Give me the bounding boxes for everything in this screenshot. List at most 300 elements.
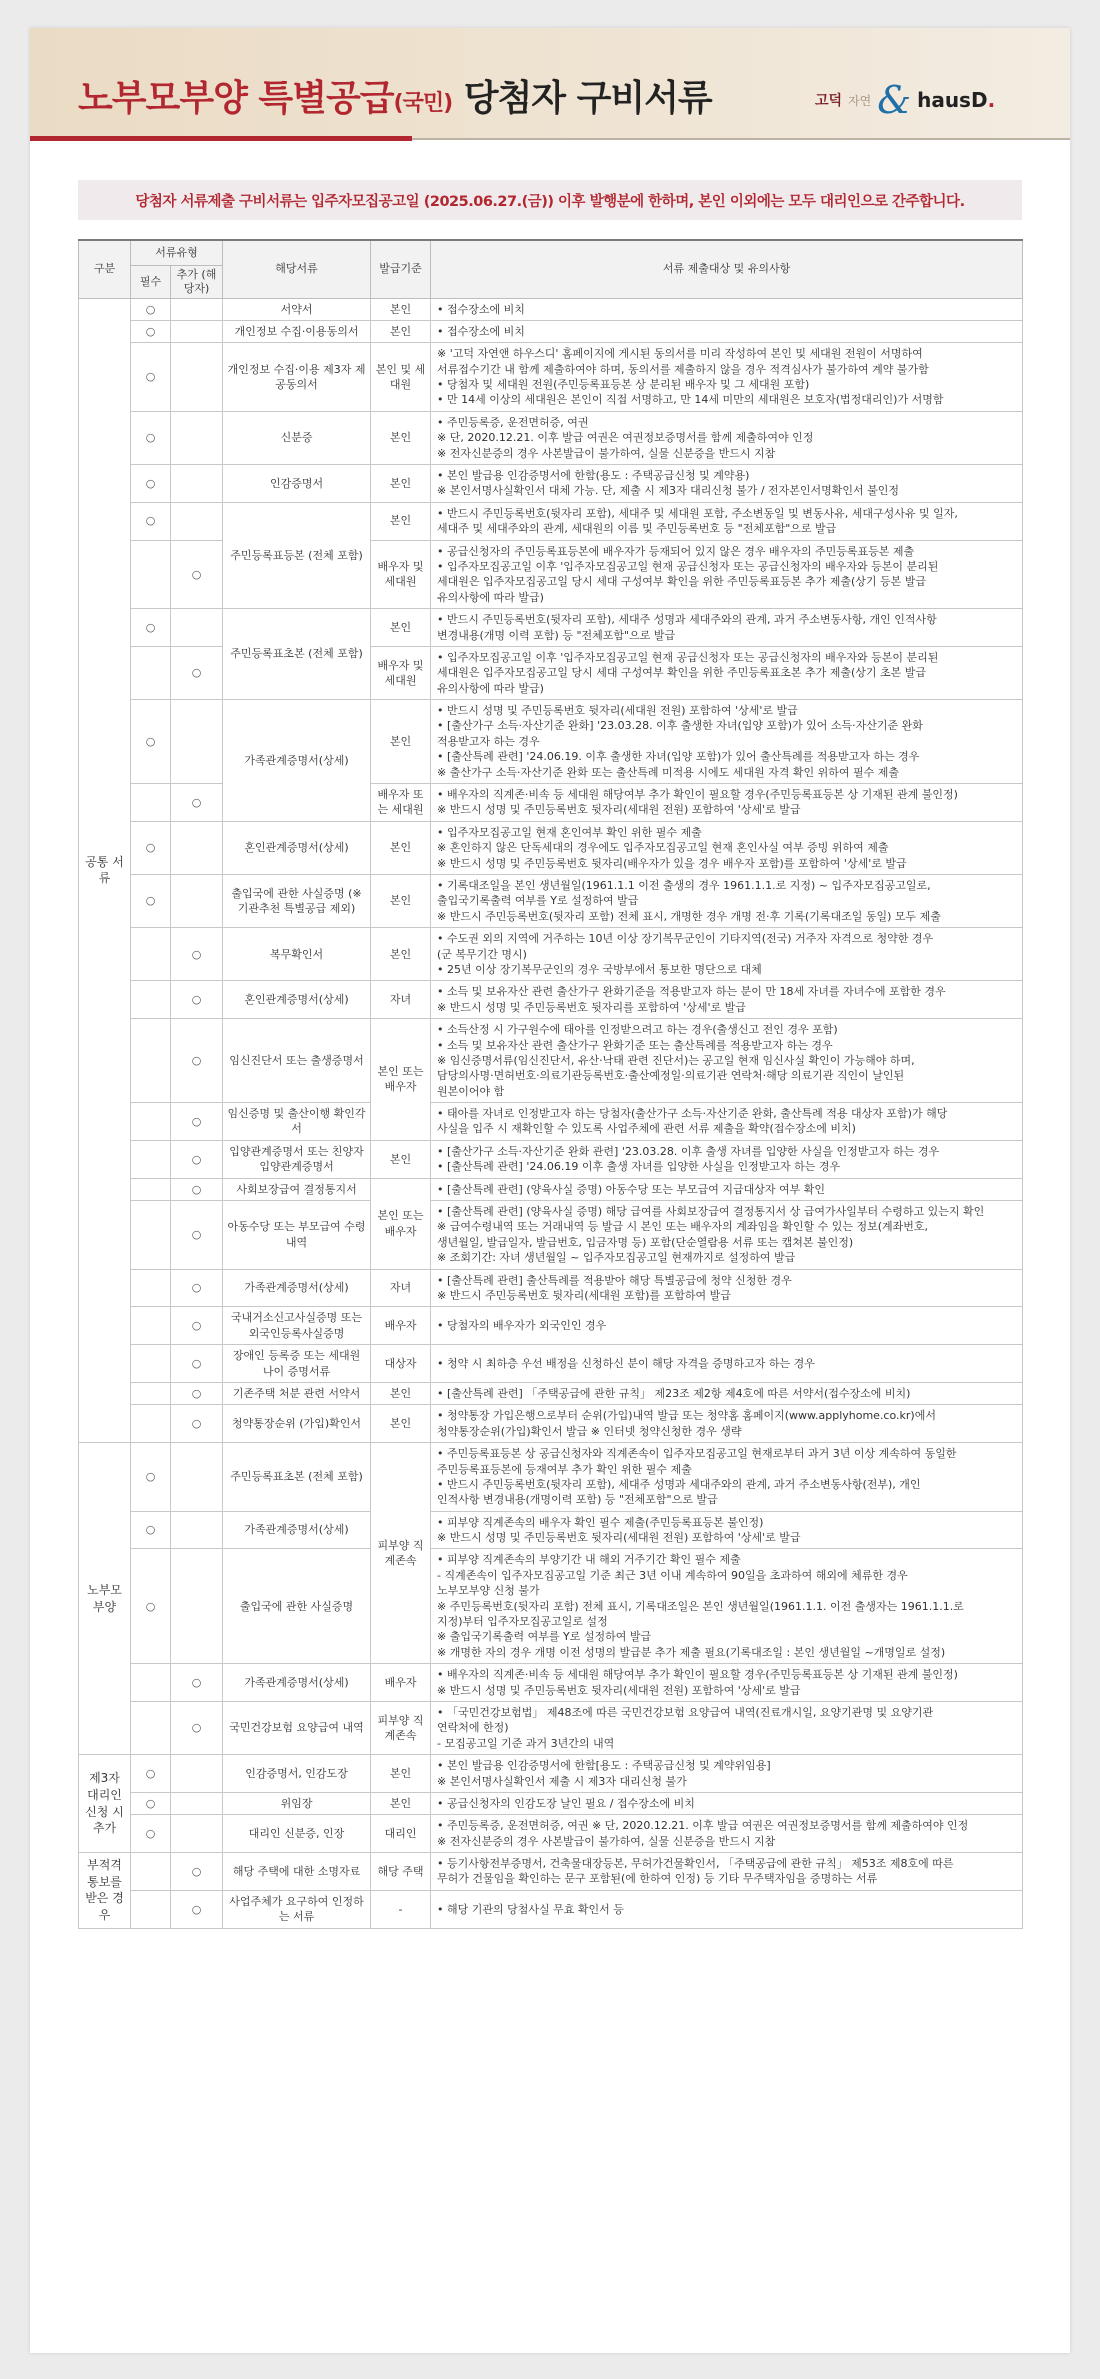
note-cell	[431, 609, 1023, 647]
note-line: (군 복무기간 명시)	[437, 947, 527, 961]
issuer-cell: 본인	[371, 700, 431, 784]
required-mark	[131, 981, 171, 1019]
required-mark	[131, 1140, 171, 1178]
table-row	[79, 1443, 1023, 1512]
note-line: 출입국기록출력 여부를 Y로 설정하여 발급	[437, 894, 639, 908]
note-line: • 본인 발급용 인감증명서에 한함(용도 : 주택공급신청 및 계약용)	[437, 469, 750, 483]
table-row	[79, 1792, 1023, 1814]
required-mark	[131, 1307, 171, 1345]
note-line: ※ 반드시 성명 및 주민등록번호 뒷자리(세대원 전원) 포함하여 '상세'로 발급	[437, 1683, 801, 1697]
document-name: 복무확인서	[223, 928, 371, 981]
note-line: ※ 임신증명서류(임신진단서, 유산·낙태 관련 진단서)는 공고일 현재 임신사실 확인이 가능해야 하며,	[437, 1053, 915, 1067]
note-cell	[431, 1140, 1023, 1178]
required-mark: ○	[131, 1755, 171, 1793]
table-body	[79, 298, 1023, 1928]
issuer-cell: 본인 및 세대원	[371, 343, 431, 412]
document-name: 가족관계증명서(상세)	[223, 700, 371, 822]
document-name: 임신진단서 또는 출생증명서	[223, 1019, 371, 1103]
additional-mark	[171, 1511, 223, 1549]
table-row	[79, 320, 1023, 342]
required-mark: ○	[131, 875, 171, 928]
additional-mark	[171, 343, 223, 412]
required-mark: ○	[131, 465, 171, 503]
note-cell	[431, 1701, 1023, 1754]
issuer-cell: 배우자	[371, 1307, 431, 1345]
table-row	[79, 298, 1023, 320]
table-row	[79, 1103, 1023, 1141]
note-line: • 주민등록증, 운전면허증, 여권 ※ 단, 2020.12.21. 이후 발급 여권은 여권정보증명서를 함께 제출하여야 인정	[437, 1819, 969, 1833]
additional-mark	[171, 1549, 223, 1664]
note-line: - 직계존속이 입주자모집공고일 기준 최근 3년 이내 계속하여 90일을 초과하여 해외에 체류한 경우	[437, 1568, 908, 1582]
additional-mark	[171, 1792, 223, 1814]
group-cell-common: 공통 서류	[79, 298, 131, 1443]
note-line: • 주민등록표등본 상 공급신청자와 직계존속이 입주자모집공고일 현재로부터 과거 3년 이상 계속하여 동일한	[437, 1447, 957, 1461]
header-required: 필수	[131, 266, 171, 299]
document-sheet	[30, 28, 1070, 2353]
document-name: 기존주택 처분 관련 서약서	[223, 1382, 371, 1404]
document-name: 대리인 신분증, 인장	[223, 1815, 371, 1853]
brand-name-en: hausD.	[917, 88, 996, 112]
document-name: 가족관계증명서(상세)	[223, 1269, 371, 1307]
note-line: • 입주자모집공고일 이후 '입주자모집공고일 현재 공급신청자 또는 공급신청자의 배우자와 등본이 분리된	[437, 650, 939, 664]
required-mark	[131, 1890, 171, 1928]
additional-mark: ○	[171, 1853, 223, 1891]
additional-mark: ○	[171, 540, 223, 609]
note-line: • 공급신청자의 인감도장 날인 필요 / 접수장소에 비치	[437, 1796, 695, 1810]
note-cell	[431, 1511, 1023, 1549]
note-line: • 소득산정 시 가구원수에 태아를 인정받으려고 하는 경우(출생신고 전인 경우 포함)	[437, 1023, 838, 1037]
note-cell	[431, 1019, 1023, 1103]
note-line: • 반드시 주민등록번호(뒷자리 포함), 세대주 및 세대원 포함, 주소변동일 및 변동사유, 세대구성사유 및 일자,	[437, 506, 958, 520]
required-mark	[131, 1345, 171, 1383]
table-row	[79, 875, 1023, 928]
issuer-cell: 자녀	[371, 1269, 431, 1307]
note-line: ※ 반드시 성명 및 주민등록번호 뒷자리를 포함하여 '상세'로 발급	[437, 1000, 746, 1014]
note-line: • 입주자모집공고일 현재 혼인여부 확인 위한 필수 제출	[437, 825, 702, 839]
document-name: 개인정보 수집·이용 제3자 제공동의서	[223, 343, 371, 412]
additional-mark	[171, 1443, 223, 1512]
table-row	[79, 1664, 1023, 1702]
required-mark	[131, 1201, 171, 1270]
issuer-cell: 본인	[371, 1792, 431, 1814]
note-cell	[431, 784, 1023, 822]
additional-mark	[171, 875, 223, 928]
group-cell-parent: 노부모 부양	[79, 1443, 131, 1755]
note-line: • [출산가구 소득·자산기준 완화 관련] '23.03.28. 이후 출생 자녀를 입양한 사실을 인정받고자 하는 경우	[437, 1144, 940, 1158]
document-name: 사회보장급여 결정통지서	[223, 1178, 371, 1200]
additional-mark	[171, 298, 223, 320]
note-cell	[431, 1103, 1023, 1141]
note-line: • 청약통장 가입은행으로부터 순위(가입)내역 발급 또는 청약홈 홈페이지(www.applyhome.co.kr)에서	[437, 1409, 936, 1423]
brand-sub: 자연	[848, 93, 872, 108]
document-name: 인감증명서, 인감도장	[223, 1755, 371, 1793]
additional-mark	[171, 700, 223, 784]
issuer-cell: 대상자	[371, 1345, 431, 1383]
issuer-cell: 배우자 또는 세대원	[371, 784, 431, 822]
note-line: 유의사항에 따라 발급)	[437, 681, 544, 695]
document-name: 사업주체가 요구하여 인정하는 서류	[223, 1890, 371, 1928]
note-line: 연락처에 한정)	[437, 1721, 509, 1735]
additional-mark	[171, 411, 223, 464]
required-mark: ○	[131, 298, 171, 320]
required-mark: ○	[131, 343, 171, 412]
note-line: ※ 전자신분증의 경우 사본발급이 불가하여, 실물 신분증을 반드시 지참	[437, 1834, 776, 1848]
document-name: 출입국에 관한 사실증명	[223, 1549, 371, 1664]
required-mark	[131, 1178, 171, 1200]
document-name: 인감증명서	[223, 465, 371, 503]
required-mark	[131, 784, 171, 822]
issuer-cell: 본인	[371, 875, 431, 928]
note-line: • [출산특례 관련] (양육사실 증명) 해당 급여를 사회보장급여 결정통지서 상 급여가사일부터 수령하고 있는지 확인	[437, 1205, 985, 1219]
required-mark: ○	[131, 1549, 171, 1664]
table-row	[79, 784, 1023, 822]
note-line: 지정)부터 입주자모집공고일로 설정	[437, 1615, 608, 1629]
table-row	[79, 1549, 1023, 1664]
issuer-cell: 본인	[371, 1755, 431, 1793]
note-line: • 반드시 주민등록번호(뒷자리 포함), 세대주 성명과 세대주와의 관계, 과거 주소변동사항, 개인 인적사항	[437, 613, 937, 627]
note-cell	[431, 1549, 1023, 1664]
additional-mark	[171, 502, 223, 540]
issuer-cell: 본인 또는 배우자	[371, 1019, 431, 1141]
note-line: • 배우자의 직계존·비속 등 세대원 해당여부 추가 확인이 필요할 경우(주민등록표등본 상 기재된 관계 불인정)	[437, 1668, 958, 1682]
note-line: • 당첨자 및 세대원 전원(주민등록표등본 상 분리된 배우자 및 그 세대원 포함)	[437, 378, 810, 392]
note-cell	[431, 1307, 1023, 1345]
additional-mark: ○	[171, 1178, 223, 1200]
additional-mark: ○	[171, 784, 223, 822]
note-line: 원본이어야 함	[437, 1084, 505, 1098]
issuer-cell: 배우자 및 세대원	[371, 646, 431, 699]
table-row	[79, 502, 1023, 540]
document-name: 아동수당 또는 부모급여 수령내역	[223, 1201, 371, 1270]
note-line: 노부모부양 신청 불가	[437, 1584, 540, 1598]
additional-mark	[171, 821, 223, 874]
table-row	[79, 609, 1023, 647]
note-line: 사실을 입주 시 재확인할 수 있도록 사업주체에 관련 서류 제출을 확약(접수장소에 비치)	[437, 1122, 856, 1136]
header-group: 구분	[79, 240, 131, 298]
note-line: • 등기사항전부증명서, 건축물대장등본, 무허가건물확인서, 「주택공급에 관한 규칙」 제53조 제8호에 따른	[437, 1857, 954, 1871]
required-mark: ○	[131, 821, 171, 874]
note-line: • 배우자의 직계존·비속 등 세대원 해당여부 추가 확인이 필요할 경우(주민등록표등본 상 기재된 관계 불인정)	[437, 788, 958, 802]
table-row	[79, 1345, 1023, 1383]
table-row	[79, 1853, 1023, 1891]
table-row	[79, 1815, 1023, 1853]
note-line: • 해당 기관의 당첨사실 무효 확인서 등	[437, 1902, 624, 1916]
document-name: 가족관계증명서(상세)	[223, 1511, 371, 1549]
note-cell	[431, 343, 1023, 412]
additional-mark: ○	[171, 1345, 223, 1383]
note-line: ※ 혼인하지 않은 단독세대의 경우에도 입주자모집공고일 현재 혼인사실 여부 증빙 위하여 제출	[437, 841, 889, 855]
table-row	[79, 821, 1023, 874]
note-line: • 25년 이상 장기복무군인의 경우 국방부에서 통보한 명단으로 대체	[437, 962, 762, 976]
title-accent-bar	[30, 136, 412, 141]
note-line: • 태아를 자녀로 인정받고자 하는 당첨자(출산가구 소득·자산기준 완화, 출산특례 적용 대상자 포함)가 해당	[437, 1107, 948, 1121]
table-row	[79, 700, 1023, 784]
note-cell	[431, 646, 1023, 699]
note-cell	[431, 1664, 1023, 1702]
note-line: ※ 반드시 주민등록번호(뒷자리 포함) 전체 표시, 개명한 경우 개명 전·후 기록(기록대조일 동일) 모두 제출	[437, 909, 941, 923]
note-line: • 소득 및 보유자산 관련 출산가구 완화기준 또는 출산특례를 적용받고자 하는 경우	[437, 1038, 833, 1052]
additional-mark: ○	[171, 1890, 223, 1928]
note-line: • [출산가구 소득·자산기준 완화] '23.03.28. 이후 출생한 자녀(입양 포함)가 있어 소득·자산기준 완화	[437, 719, 923, 733]
issuer-cell: 피부양 직계존속	[371, 1443, 431, 1664]
issuer-cell: 본인	[371, 609, 431, 647]
issuer-cell: 배우자 및 세대원	[371, 540, 431, 609]
additional-mark: ○	[171, 1664, 223, 1702]
issuer-cell: 대리인	[371, 1815, 431, 1853]
note-line: ※ 조회기간: 자녀 생년월일 ~ 입주자모집공고일 현재까지로 설정하여 발급	[437, 1251, 796, 1265]
document-name: 국내거소신고사실증명 또는 외국인등록사실증명	[223, 1307, 371, 1345]
required-mark: ○	[131, 1792, 171, 1814]
brand-name-ko: 고덕	[815, 93, 843, 109]
note-line: 청약통장순위(가입)확인서 발급 ※ 인터넷 청약신청한 경우 생략	[437, 1424, 742, 1438]
document-name: 신분증	[223, 411, 371, 464]
note-line: ※ 주민등록번호(뒷자리 포함) 전체 표시, 기록대조일은 본인 생년월일(1961.1.1. 이전 출생자는 1961.1.1.로	[437, 1599, 964, 1613]
note-cell	[431, 1443, 1023, 1512]
table-row	[79, 1511, 1023, 1549]
brand-logo	[815, 80, 995, 120]
table-row	[79, 1178, 1023, 1200]
issuer-cell: 본인	[371, 1405, 431, 1443]
issuer-cell: 본인	[371, 821, 431, 874]
note-line: ※ 개명한 자의 경우 개명 이전 성명의 발급분 추가 제출 필요(기록대조일 : 본인 생년월일 ~개명일로 설정)	[437, 1645, 946, 1659]
note-line: ※ 반드시 성명 및 주민등록번호 뒷자리(세대원 전원) 포함하여 '상세'로 발급	[437, 1531, 801, 1545]
additional-mark	[171, 609, 223, 647]
issuer-cell: 배우자	[371, 1664, 431, 1702]
required-mark: ○	[131, 411, 171, 464]
note-line: 세대원은 입주자모집공고일 당시 세대 구성여부 확인을 위한 주민등록표초본 추가 제출(상기 초본 발급	[437, 666, 927, 680]
note-line: • 기록대조일을 본인 생년월일(1961.1.1 이전 출생의 경우 1961.1.1.로 지정) ~ 입주자모집공고일로,	[437, 879, 931, 892]
note-line: 생년월일, 발급일자, 발급번호, 입금자명 등) 포함(단순열람용 서류 또는 캡쳐본 불인정)	[437, 1235, 854, 1249]
note-cell	[431, 411, 1023, 464]
note-cell	[431, 821, 1023, 874]
additional-mark: ○	[171, 981, 223, 1019]
required-mark	[131, 1382, 171, 1404]
required-mark	[131, 1853, 171, 1891]
table-row	[79, 1307, 1023, 1345]
issuer-cell: 본인	[371, 411, 431, 464]
issuer-cell: -	[371, 1890, 431, 1928]
required-mark	[131, 1405, 171, 1443]
note-line: ※ 전자신분증의 경우 사본발급이 불가하여, 실물 신분증을 반드시 지참	[437, 446, 776, 460]
header-document: 해당서류	[223, 240, 371, 298]
required-mark	[131, 1103, 171, 1141]
note-cell	[431, 1178, 1023, 1200]
document-name: 청약통장순위 (가입)확인서	[223, 1405, 371, 1443]
header-additional: 추가 (해당자)	[171, 266, 223, 299]
note-line: • 본인 발급용 인감증명서에 한함[용도 : 주택공급신청 및 계약위임용]	[437, 1759, 771, 1773]
issuer-cell: 본인	[371, 1382, 431, 1404]
note-line: ※ 반드시 주민등록번호 뒷자리(세대원 포함)를 포함하여 발급	[437, 1288, 731, 1302]
table-row	[79, 1201, 1023, 1270]
note-line: 주민등록표등본에 등재여부 추가 확인 위한 필수 제출	[437, 1462, 692, 1476]
group-cell-unfit: 부적격 통보를 받은 경우	[79, 1853, 131, 1929]
required-mark	[131, 646, 171, 699]
note-line: • 피부양 직계존속의 배우자 확인 필수 제출(주민등록표등본 불인정)	[437, 1515, 764, 1529]
note-line: • [출산특례 관련] 출산특례를 적용받아 해당 특별공급에 청약 신청한 경우	[437, 1273, 792, 1287]
note-cell	[431, 981, 1023, 1019]
document-name: 혼인관계증명서(상세)	[223, 821, 371, 874]
note-line: ※ 단, 2020.12.21. 이후 발급 여권은 여권정보증명서를 함께 제출하여야 인정	[437, 431, 814, 445]
group-cell-third: 제3자 대리인 신청 시 추가	[79, 1755, 131, 1853]
note-cell	[431, 1405, 1023, 1443]
additional-mark: ○	[171, 1269, 223, 1307]
table-row	[79, 411, 1023, 464]
note-line: ※ 반드시 성명 및 주민등록번호 뒷자리(배우자가 있을 경우 배우자 포함)를 포함하여 '상세'로 발급	[437, 856, 907, 870]
note-cell	[431, 1755, 1023, 1793]
required-mark	[131, 928, 171, 981]
note-line: • [출산특례 관련] (양육사실 증명) 아동수당 또는 부모급여 지급대상자 여부 확인	[437, 1182, 826, 1196]
issuer-cell: 본인 또는 배우자	[371, 1178, 431, 1269]
note-cell	[431, 875, 1023, 928]
note-line: • 수도권 외의 지역에 거주하는 10년 이상 장기복무군인이 기타지역(전국) 거주자 자격으로 청약한 경우	[437, 932, 934, 946]
note-line: • 입주자모집공고일 이후 '입주자모집공고일 현재 공급신청자 또는 공급신청자의 배우자와 등본이 분리된	[437, 559, 939, 573]
note-line: • 소득 및 보유자산 관련 출산가구 완화기준을 적용받고자 하는 분이 만 18세 자녀를 자녀수에 포함한 경우	[437, 985, 946, 999]
issuer-cell: 본인	[371, 465, 431, 503]
required-mark: ○	[131, 502, 171, 540]
issuer-cell: 해당 주택	[371, 1853, 431, 1891]
note-line: 인적사항 변경내용(개명이력 포함) 등 "전체포함"으로 발급	[437, 1493, 718, 1507]
note-cell	[431, 1890, 1023, 1928]
note-cell	[431, 1815, 1023, 1853]
additional-mark	[171, 465, 223, 503]
note-cell	[431, 298, 1023, 320]
additional-mark	[171, 1755, 223, 1793]
table-row	[79, 1382, 1023, 1404]
note-line: • 만 14세 이상의 세대원은 본인이 직접 서명하고, 만 14세 미만의 세대원은 보호자(법정대리인)가 서명함	[437, 393, 944, 407]
note-line: 담당의사명·면허번호·의료기관등록번호·출산예정일·의료기관 연락처·해당 의료기관 직인이 날인된	[437, 1069, 905, 1083]
note-line: 적용받고자 하는 경우	[437, 734, 540, 748]
note-line: ※ 본인서명사실확인서 대체 가능. 단, 제출 시 제3자 대리신청 불가 / 전자본인서명확인서 불인정	[437, 484, 900, 498]
header-type: 서류유형	[131, 240, 223, 266]
required-mark	[131, 1019, 171, 1103]
additional-mark	[171, 320, 223, 342]
table-row	[79, 1890, 1023, 1928]
note-cell	[431, 320, 1023, 342]
note-line: • 피부양 직계존속의 부양기간 내 해외 거주기간 확인 필수 제출	[437, 1553, 741, 1567]
note-line: 서류접수기간 내 함께 제출하여야 하며, 동의서를 제출하지 않을 경우 적격심사가 불가하여 계약 불가함	[437, 362, 929, 376]
note-line: • 접수장소에 비치	[437, 324, 525, 338]
document-name: 장애인 등록증 또는 세대원 나이 증명서류	[223, 1345, 371, 1383]
document-name: 주민등록표초본 (전체 포함)	[223, 1443, 371, 1512]
table-row	[79, 1701, 1023, 1754]
note-line: 유의사항에 따라 발급)	[437, 590, 544, 604]
document-name: 입양관계증명서 또는 친양자 입양관계증명서	[223, 1140, 371, 1178]
note-line: 무허가 건물임을 확인하는 문구 포함된(에 한하여 인정) 등 기타 무주택자임을 증명하는 서류	[437, 1872, 878, 1886]
additional-mark: ○	[171, 1405, 223, 1443]
document-name: 해당 주택에 대한 소명자료	[223, 1853, 371, 1891]
note-line: ※ 출입국기록출력 여부를 Y로 설정하여 발급	[437, 1630, 652, 1644]
note-line: 세대주 및 세대주와의 관계, 세대원의 이름 및 주민등록번호 등 "전체포함"으로 발급	[437, 522, 837, 536]
document-name: 위임장	[223, 1792, 371, 1814]
note-cell	[431, 1345, 1023, 1383]
document-name: 주민등록표초본 (전체 포함)	[223, 609, 371, 700]
additional-mark: ○	[171, 1701, 223, 1754]
header-issuer: 발급기준	[371, 240, 431, 298]
note-cell	[431, 1201, 1023, 1270]
additional-mark: ○	[171, 1307, 223, 1345]
document-name: 국민건강보험 요양급여 내역	[223, 1701, 371, 1754]
table-row	[79, 540, 1023, 609]
document-name: 가족관계증명서(상세)	[223, 1664, 371, 1702]
note-cell	[431, 1853, 1023, 1891]
table-row	[79, 981, 1023, 1019]
table-row	[79, 1269, 1023, 1307]
table-row	[79, 928, 1023, 981]
header-banner	[30, 28, 1070, 140]
additional-mark	[171, 1815, 223, 1853]
table-row	[79, 343, 1023, 412]
document-name: 서약서	[223, 298, 371, 320]
table-row	[79, 1140, 1023, 1178]
note-line: ※ 반드시 성명 및 주민등록번호 뒷자리(세대원 전원) 포함하여 '상세'로 발급	[437, 803, 801, 817]
additional-mark: ○	[171, 1382, 223, 1404]
additional-mark: ○	[171, 1140, 223, 1178]
table-row	[79, 465, 1023, 503]
header-note: 서류 제출대상 및 유의사항	[431, 240, 1023, 298]
document-name: 개인정보 수집·이용동의서	[223, 320, 371, 342]
note-line: • [출산특례 관련] '24.06.19 이후 출생 자녀를 입양한 사실을 인정받고자 하는 경우	[437, 1160, 841, 1174]
note-line: • 접수장소에 비치	[437, 302, 525, 316]
table-row	[79, 646, 1023, 699]
note-line: • 반드시 성명 및 주민등록번호 뒷자리(세대원 전원) 포함하여 '상세'로 발급	[437, 704, 798, 718]
required-mark	[131, 1664, 171, 1702]
required-mark	[131, 1701, 171, 1754]
required-mark: ○	[131, 700, 171, 784]
note-line: • 청약 시 최하층 우선 배정을 신청하신 분이 해당 자격을 증명하고자 하는 경우	[437, 1356, 815, 1370]
issuer-cell: 피부양 직계존속	[371, 1701, 431, 1754]
issuer-cell: 본인	[371, 502, 431, 540]
table-row	[79, 1019, 1023, 1103]
note-line: • [출산특례 관련] 「주택공급에 관한 규칙」 제23조 제2항 제4호에 따른 서약서(접수장소에 비치)	[437, 1386, 911, 1400]
required-mark: ○	[131, 320, 171, 342]
note-cell	[431, 502, 1023, 540]
table-header-row	[79, 240, 1023, 266]
document-name: 주민등록표등본 (전체 포함)	[223, 502, 371, 608]
additional-mark: ○	[171, 646, 223, 699]
additional-mark: ○	[171, 1019, 223, 1103]
document-name: 혼인관계증명서(상세)	[223, 981, 371, 1019]
note-cell	[431, 1382, 1023, 1404]
document-name: 임신증명 및 출산이행 확인각서	[223, 1103, 371, 1141]
issuer-cell: 본인	[371, 1140, 431, 1178]
note-line: 변경내용(개명 이력 포함) 등 "전체포함"으로 발급	[437, 628, 676, 642]
required-mark: ○	[131, 1815, 171, 1853]
issuer-cell: 본인	[371, 298, 431, 320]
note-line: • 공급신청자의 주민등록표등본에 배우자가 등재되어 있지 않은 경우 배우자의 주민등록표등본 제출	[437, 544, 915, 558]
additional-mark: ○	[171, 928, 223, 981]
required-mark: ○	[131, 1443, 171, 1512]
note-line: - 모집공고일 기준 과거 3년간의 내역	[437, 1736, 615, 1750]
additional-mark: ○	[171, 1103, 223, 1141]
notice-banner: 당첨자 서류제출 구비서류는 입주자모집공고일 (2025.06.27.(금)) 이후 발행분에 한하며, 본인 이외에는 모두 대리인으로 간주합니다.	[78, 180, 1022, 220]
note-cell	[431, 540, 1023, 609]
note-line: 세대원은 입주자모집공고일 당시 세대 구성여부 확인을 위한 주민등록표등본 추가 제출(상기 등본 발급	[437, 575, 927, 589]
ampersand-logo-icon: &	[877, 78, 912, 122]
note-cell	[431, 465, 1023, 503]
note-line: • [출산특례 관련] '24.06.19. 이후 출생한 자녀(입양 포함)가 있어 출산특례를 적용받고자 하는 경우	[437, 750, 920, 764]
note-cell	[431, 1269, 1023, 1307]
table-row	[79, 1405, 1023, 1443]
issuer-cell: 자녀	[371, 981, 431, 1019]
note-line: • 당첨자의 배우자가 외국인인 경우	[437, 1319, 607, 1333]
note-line: • 반드시 주민등록번호(뒷자리 포함), 세대주 성명과 세대주와의 관계, 과거 주소변동사항(전부), 개인	[437, 1477, 921, 1491]
document-name: 출입국에 관한 사실증명 (※ 기관추천 특별공급 제외)	[223, 875, 371, 928]
note-cell	[431, 928, 1023, 981]
table-row	[79, 1755, 1023, 1793]
required-mark: ○	[131, 609, 171, 647]
page-title: 노부모부양 특별공급(국민) 당첨자 구비서류	[78, 78, 712, 119]
documents-table	[78, 239, 1023, 1929]
